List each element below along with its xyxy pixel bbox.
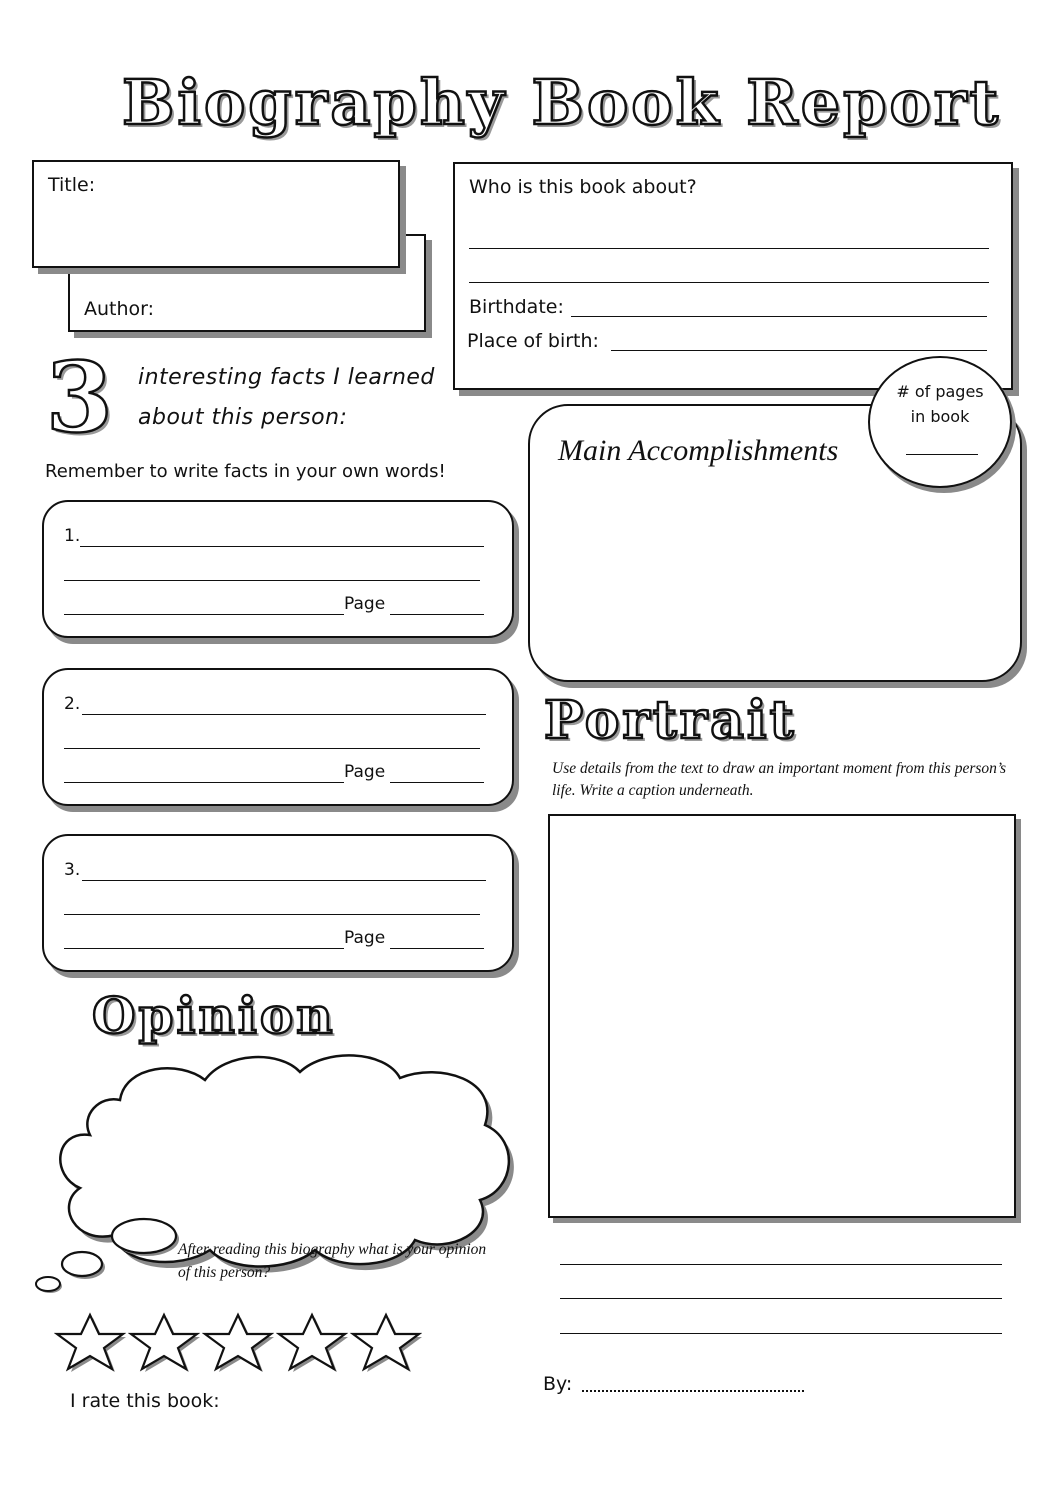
- birthdate-line[interactable]: [571, 316, 987, 317]
- star-icon[interactable]: [54, 1312, 126, 1372]
- page-label: Page: [344, 928, 386, 948]
- title-label: Title:: [48, 174, 96, 196]
- portrait-drawing-area[interactable]: [548, 814, 1016, 1218]
- pages-circle-line2: in book: [910, 407, 970, 426]
- fact-line[interactable]: [82, 880, 486, 881]
- page-number-line[interactable]: [390, 614, 484, 615]
- birthplace-label: Place of birth:: [467, 330, 599, 352]
- title-box[interactable]: [32, 160, 400, 268]
- fact-line[interactable]: [82, 714, 486, 715]
- pages-count-line[interactable]: [906, 454, 978, 455]
- caption-line[interactable]: [560, 1298, 1002, 1299]
- page-number-line[interactable]: [390, 948, 484, 949]
- caption-line[interactable]: [560, 1333, 1002, 1334]
- opinion-title: Opinion: [92, 986, 336, 1045]
- fact-line[interactable]: [64, 914, 480, 915]
- caption-line[interactable]: [560, 1264, 1002, 1265]
- facts-number: 3: [46, 341, 116, 454]
- pages-circle[interactable]: [868, 356, 1012, 488]
- fact-line[interactable]: [64, 748, 480, 749]
- byline-field[interactable]: [582, 1390, 804, 1392]
- pages-circle-line1: # of pages: [896, 382, 984, 401]
- page-label: Page: [344, 594, 386, 614]
- fact-line[interactable]: [64, 580, 480, 581]
- star-icon[interactable]: [276, 1312, 348, 1372]
- byline-label: By:: [543, 1373, 573, 1395]
- rating-stars[interactable]: [54, 1312, 424, 1372]
- facts-heading-line1: interesting facts I learned: [138, 365, 435, 390]
- fact-box-3[interactable]: [42, 834, 514, 972]
- fact-number: 2.: [64, 694, 81, 714]
- rating-label: I rate this book:: [70, 1390, 220, 1412]
- fact-line[interactable]: [64, 782, 344, 783]
- subject-question: Who is this book about?: [469, 176, 697, 198]
- facts-reminder: Remember to write facts in your own words!: [45, 461, 446, 482]
- star-icon[interactable]: [128, 1312, 200, 1372]
- fact-box-1[interactable]: [42, 500, 514, 638]
- portrait-instructions: Use details from the text to draw an important moment from this person’s life. Write a caption underneath.: [552, 760, 1007, 799]
- facts-heading-line2: about this person:: [138, 405, 348, 430]
- fact-line[interactable]: [64, 948, 344, 949]
- fact-line[interactable]: [80, 546, 484, 547]
- fact-line[interactable]: [64, 614, 344, 615]
- page-label: Page: [344, 762, 386, 782]
- star-icon[interactable]: [202, 1312, 274, 1372]
- fact-number: 1.: [64, 526, 81, 546]
- subject-line-2[interactable]: [469, 282, 989, 283]
- opinion-prompt: After reading this biography what is your opinion of this person?: [178, 1241, 487, 1281]
- birthdate-label: Birthdate:: [469, 296, 564, 318]
- portrait-title: Portrait: [544, 690, 797, 751]
- page-number-line[interactable]: [390, 782, 484, 783]
- subject-line-1[interactable]: [469, 248, 989, 249]
- fact-number: 3.: [64, 860, 81, 880]
- star-icon[interactable]: [350, 1312, 422, 1372]
- fact-box-2[interactable]: [42, 668, 514, 806]
- author-label: Author:: [84, 298, 155, 320]
- page-title: Biography Book Report: [122, 66, 1002, 139]
- thought-bubble-small-icon: [30, 1214, 180, 1294]
- birthplace-line[interactable]: [611, 350, 987, 351]
- accomplishments-title: Main Accomplishments: [558, 434, 839, 467]
